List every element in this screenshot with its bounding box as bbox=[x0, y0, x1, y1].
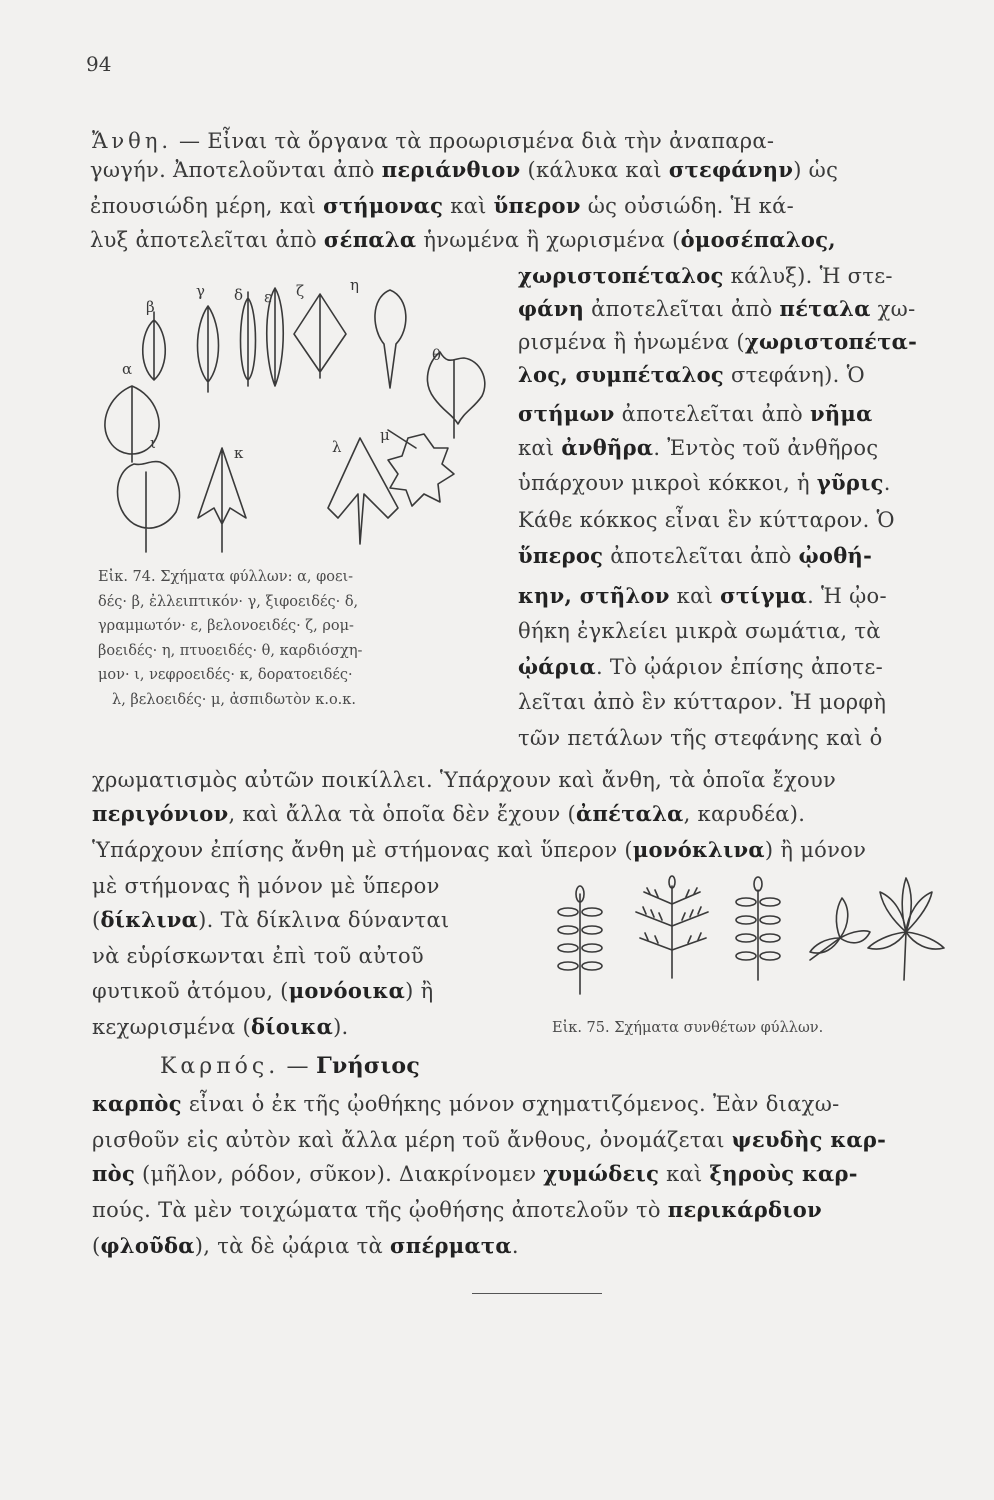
caption-line: Εἰκ. 74. Σχήματα φύλλων: α, φοει- bbox=[98, 569, 354, 585]
term: χυμώδεις bbox=[543, 1161, 660, 1186]
text-line bbox=[92, 1090, 840, 1118]
text-span: θήκη ἐγκλείει μικρὰ σωμάτια, τὰ bbox=[518, 619, 881, 643]
term: πὸς bbox=[92, 1161, 136, 1186]
text-span: — Εἶναι τὰ ὄργανα τὰ προωρισμένα διὰ τὴν ἀναπαρα- bbox=[172, 129, 775, 153]
compound-leaves-figure bbox=[548, 868, 948, 1018]
text-span: ) ἢ bbox=[405, 979, 434, 1003]
text-line bbox=[92, 1013, 349, 1041]
text-line bbox=[92, 800, 805, 828]
compound-leaf-palmate bbox=[868, 878, 944, 980]
text-span: χρωματισμὸς αὐτῶν ποικίλλει. Ὑπάρχουν καὶ ἄνθη, τὰ ὁποῖα ἔχουν bbox=[92, 768, 837, 792]
term: ᾠοθή- bbox=[798, 543, 873, 568]
term: κην, στῆλον bbox=[518, 583, 670, 608]
term: λος, συμπέταλος bbox=[518, 362, 725, 387]
term: δίοικα bbox=[251, 1014, 334, 1039]
text-span: κεχωρισμένα ( bbox=[92, 1015, 252, 1039]
text-line bbox=[518, 653, 883, 681]
text-span: ἡνωμένα ἢ χωρισμένα ( bbox=[416, 228, 681, 252]
text-span: κάλυξ). Ἡ στε- bbox=[723, 264, 893, 288]
text-line bbox=[518, 400, 873, 428]
leaf-linear bbox=[241, 292, 256, 386]
leaf-shapes-figure bbox=[88, 262, 518, 562]
text-span: ( bbox=[92, 1234, 101, 1258]
term: περιγόνιον bbox=[92, 801, 229, 826]
text-line bbox=[90, 226, 836, 254]
text-line bbox=[518, 506, 895, 534]
text-span: ὡς οὐσιώδη. Ἡ κά- bbox=[580, 194, 794, 218]
text-line bbox=[92, 1126, 886, 1154]
term: πέταλα bbox=[779, 296, 871, 321]
term: χωριστοπέτα- bbox=[744, 329, 918, 354]
text-line bbox=[92, 942, 424, 970]
text-line bbox=[160, 1052, 420, 1081]
text-line bbox=[92, 1160, 858, 1188]
term: μονόκλινα bbox=[632, 837, 765, 862]
term: ψευδὴς καρ- bbox=[731, 1127, 887, 1152]
figure-label: ε bbox=[264, 288, 272, 306]
text-span: ( bbox=[92, 908, 101, 932]
figure-label: ι bbox=[150, 434, 156, 452]
caption-line: βοειδές· η, πτυοειδές· θ, καρδιόσχη- bbox=[98, 642, 363, 659]
text-line bbox=[90, 192, 794, 220]
figure-75-caption: Εἰκ. 75. Σχήματα συνθέτων φύλλων. bbox=[552, 1020, 824, 1036]
figure-label: λ bbox=[332, 438, 342, 456]
figure-label: α bbox=[122, 360, 133, 378]
term: φάνη bbox=[518, 296, 585, 321]
term: στήμων bbox=[518, 401, 615, 426]
text-span: ρισμένα ἢ ἡνωμένα ( bbox=[518, 330, 745, 354]
text-span: . Ἐντὸς τοῦ ἀνθῆρος bbox=[653, 436, 879, 460]
term: σέπαλα bbox=[323, 227, 417, 252]
section-divider bbox=[472, 1293, 602, 1294]
term: καρπὸς bbox=[92, 1091, 182, 1116]
term: γῦρις bbox=[816, 470, 884, 495]
text-line bbox=[518, 469, 891, 497]
text-span: ). bbox=[333, 1015, 349, 1039]
leaf-reniform bbox=[118, 462, 180, 552]
text-line bbox=[518, 688, 886, 716]
caption-line: γραμμωτόν· ε, βελονοειδές· ζ, ρομ- bbox=[98, 618, 354, 634]
text-span: . Ἡ ᾠο- bbox=[807, 584, 887, 608]
text-span: λεῖται ἀπὸ ἓν κύτταρον. Ἡ μορφὴ bbox=[518, 690, 887, 714]
figure-label: ζ bbox=[296, 282, 305, 300]
text-span: εἶναι ὁ ἐκ τῆς ᾠοθήκης μόνον σχηματιζόμενος. Ἐὰν διαχω- bbox=[181, 1092, 840, 1116]
text-span: ) ἢ μόνον bbox=[764, 838, 867, 862]
text-span: . bbox=[883, 471, 891, 495]
figure-label: γ bbox=[196, 282, 205, 300]
text-line bbox=[518, 434, 878, 462]
text-line bbox=[92, 836, 866, 864]
text-span: ἀποτελεῖται ἀπὸ bbox=[603, 544, 799, 568]
text-span: πούς. Τὰ μὲν τοιχώματα τῆς ᾠοθήσης ἀποτελοῦν τὸ bbox=[92, 1198, 668, 1222]
text-span: μὲ στήμονας ἢ μόνον μὲ ὕπερον bbox=[92, 874, 440, 898]
text-span: νὰ εὑρίσκωνται ἐπὶ τοῦ αὐτοῦ bbox=[92, 944, 424, 968]
term: ὁμοσέπαλος, bbox=[680, 227, 836, 252]
section-heading-flowers: Ἄνθη. bbox=[92, 129, 173, 153]
term: περικάρδιον bbox=[667, 1197, 822, 1222]
figure-label: κ bbox=[234, 444, 244, 462]
term: ᾠάρια bbox=[518, 654, 596, 679]
text-span: καὶ bbox=[618, 158, 669, 182]
text-span: ( bbox=[520, 158, 536, 182]
figure-label: δ bbox=[234, 286, 244, 304]
compound-leaf-trifoliate bbox=[810, 898, 870, 960]
text-span: καὶ bbox=[518, 436, 562, 460]
text-span: , καὶ ἄλλα τὰ ὁποῖα δὲν ἔχουν ( bbox=[228, 802, 577, 826]
compound-leaf-pinnate bbox=[736, 877, 780, 980]
text-line bbox=[92, 766, 836, 794]
text-line bbox=[92, 872, 440, 900]
leaf-hastate bbox=[198, 448, 246, 552]
text-line bbox=[92, 1232, 519, 1260]
caption-line: δές· β, ἐλλειπτικόν· γ, ξιφοειδές· δ, bbox=[98, 593, 359, 610]
term: δίκλινα bbox=[100, 907, 199, 932]
term: ὕπερον bbox=[493, 193, 581, 218]
term: ἀπέταλα bbox=[576, 801, 684, 826]
text-line bbox=[90, 156, 838, 184]
figure-label: η bbox=[350, 276, 359, 294]
text-line bbox=[92, 1196, 822, 1224]
term: νῆμα bbox=[809, 401, 873, 426]
text-span: καὶ bbox=[659, 1162, 710, 1186]
term: χωριστοπέταλος bbox=[518, 263, 724, 288]
text-span: . bbox=[511, 1234, 519, 1258]
compound-leaf-bipinnate bbox=[636, 876, 708, 978]
leaf-cordate bbox=[427, 352, 484, 438]
figure-label: β bbox=[146, 298, 155, 316]
text-line bbox=[518, 295, 916, 323]
text-line bbox=[518, 328, 917, 356]
text-span: Κάθε κόκκος εἶναι ἓν κύτταρον. Ὁ bbox=[518, 508, 895, 532]
text-span: γωγήν. Ἀποτελοῦνται ἀπὸ bbox=[90, 158, 382, 182]
page-number: 94 bbox=[86, 52, 112, 76]
text-span: ), τὰ δὲ ᾠάρια τὰ bbox=[194, 1234, 391, 1258]
term: μονόοικα bbox=[288, 978, 406, 1003]
text-span: (μῆλον, ρόδον, σῦκον). Διακρίνομεν bbox=[135, 1162, 544, 1186]
text-span: χω- bbox=[870, 297, 916, 321]
section-heading-fruit: Καρπός. bbox=[160, 1054, 280, 1079]
term: ἀνθῆρα bbox=[561, 435, 654, 460]
text-line bbox=[518, 361, 865, 389]
text-span: ). Τὰ δίκλινα δύνανται bbox=[198, 908, 450, 932]
text-line bbox=[518, 724, 883, 752]
text-span: λυξ ἀποτελεῖται ἀπὸ bbox=[90, 228, 324, 252]
term: στεφάνην bbox=[668, 157, 794, 182]
text-span: τῶν πετάλων τῆς στεφάνης καὶ ὁ bbox=[518, 726, 883, 750]
text-line bbox=[92, 127, 774, 155]
term: περιάνθιον bbox=[381, 157, 521, 182]
leaf-spatulate bbox=[375, 290, 406, 388]
text-span: φυτικοῦ ἀτόμου, ( bbox=[92, 979, 289, 1003]
text-line bbox=[518, 617, 881, 645]
term: ὕπερος bbox=[518, 543, 604, 568]
text-span: , καρυδέα). bbox=[683, 802, 806, 826]
compound-leaf-pinnate bbox=[558, 886, 602, 994]
term: στήμονας bbox=[323, 193, 444, 218]
caption-line: λ, βελοειδές· μ, ἀσπιδωτὸν κ.ο.κ. bbox=[112, 691, 356, 708]
text-span: κάλυκα bbox=[535, 158, 619, 182]
term: στίγμα bbox=[720, 583, 808, 608]
text-span: ) ὡς bbox=[793, 158, 839, 182]
term: σπέρματα bbox=[390, 1233, 512, 1258]
leaf-elliptic bbox=[143, 312, 166, 380]
term: Γνήσιος bbox=[316, 1053, 421, 1079]
term: ξηροὺς καρ- bbox=[709, 1161, 858, 1186]
text-span: καὶ bbox=[669, 584, 721, 608]
leaf-ensiform bbox=[198, 306, 219, 392]
text-span: ρισθοῦν εἰς αὐτὸν καὶ ἄλλα μέρη τοῦ ἄνθους, ὀνομάζεται bbox=[92, 1128, 732, 1152]
text-span: ὑπάρχουν μικροὶ κόκκοι, ἡ bbox=[518, 471, 817, 495]
leaf-rhomboid bbox=[294, 294, 346, 378]
leaf-peltate bbox=[388, 430, 454, 506]
text-span: ἀποτελεῖται ἀπὸ bbox=[584, 297, 780, 321]
figure-74-caption bbox=[98, 565, 500, 712]
text-span: Ὑπάρχουν ἐπίσης ἄνθη μὲ στήμονας καὶ ὕπερον ( bbox=[92, 838, 633, 862]
figure-label: θ bbox=[432, 346, 442, 364]
text-span: ἐπουσιώδη μέρη, καὶ bbox=[90, 194, 324, 218]
text-span: στεφάνη). Ὁ bbox=[724, 363, 865, 387]
text-span: ἀποτελεῖται ἀπὸ bbox=[614, 402, 810, 426]
text-line bbox=[518, 542, 872, 570]
text-line bbox=[518, 262, 893, 290]
text-line bbox=[518, 582, 887, 610]
text-span: καὶ bbox=[443, 194, 494, 218]
term: φλοῦδα bbox=[100, 1233, 195, 1258]
text-span: — bbox=[279, 1054, 317, 1079]
text-line bbox=[92, 906, 449, 934]
caption-line: μον· ι, νεφροειδές· κ, δορατοειδές· bbox=[98, 667, 353, 683]
text-span: . Τὸ ᾠάριον ἐπίσης ἀποτε- bbox=[595, 655, 883, 679]
figure-label: μ bbox=[380, 426, 390, 444]
text-line bbox=[92, 977, 433, 1005]
